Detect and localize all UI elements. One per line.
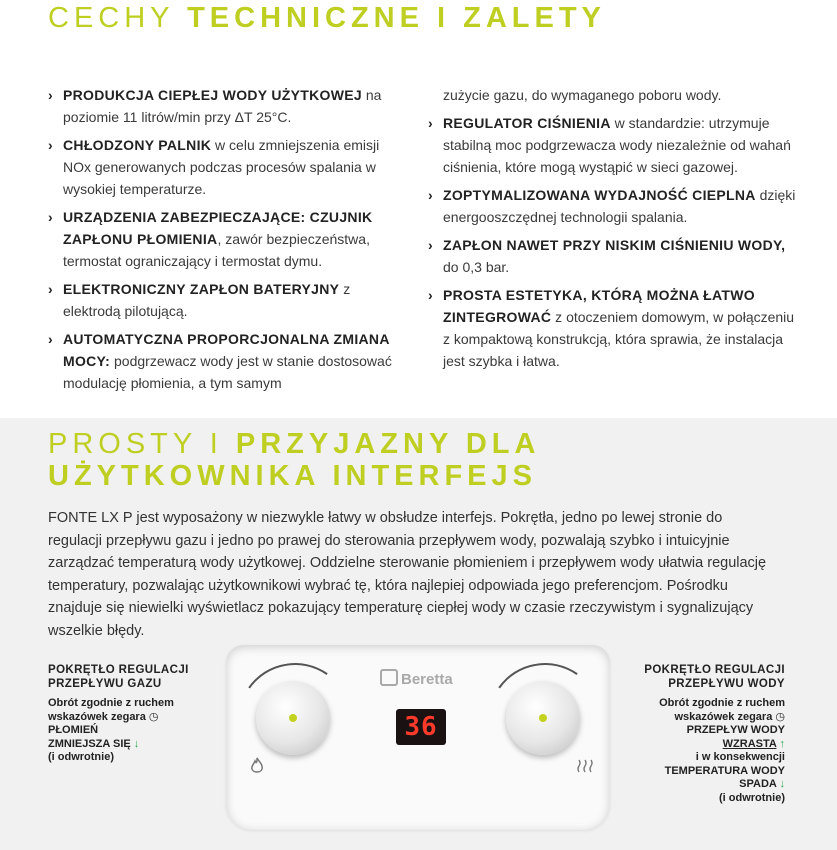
interface-paragraph: FONTE LX P jest wyposażony w niezwykle łatwy w obsłudze interfejs. Pokrętła, jedno po lewej stronie do regulacji przepływu gazu i jedno po prawej do sterowania przepływem wody, pozwalają szybko i intuicyjnie zarządzać temperaturą wody użytkowej. Oddzielne sterowanie płomieniem i przepływem wody ułatwia regulację temperatury, pozwalając użytkownikowi wybrać tę, która najlepiej odpowiada jego preferencjom. Pośrodku znajduje się niewielki wyświetlacz pokazujący temperaturę ciepłej wody w czasie rzeczywistym i sygnalizujący wszelkie błędy. bbox=[48, 510, 767, 639]
gas-knob-label bbox=[48, 663, 223, 765]
features-right-column bbox=[428, 84, 798, 378]
feature-continuation: zużycie gazu, do wymaganego poboru wody. bbox=[443, 87, 722, 103]
gas-knob-description: Obrót zgodnie z ruchem wskazówek zegara ◷ PŁOMIEŃ ZMNIEJSZA SIĘ ↓ (i odwrotnie) bbox=[48, 697, 174, 763]
chevron-right-icon: › bbox=[428, 287, 433, 303]
arrow-up-icon: ↑ bbox=[779, 737, 785, 750]
feature-item: › ZOPTYMALIZOWANA WYDAJNOŚĆ CIEPLNA dzięki energooszczędnej technologii spalania. bbox=[428, 184, 798, 228]
water-flow-knob[interactable] bbox=[506, 681, 580, 755]
chevron-right-icon: › bbox=[428, 115, 433, 131]
features-title bbox=[48, 2, 606, 35]
clock-icon: ◷ bbox=[775, 710, 785, 723]
chevron-right-icon: › bbox=[428, 237, 433, 253]
feature-item: › ELEKTRONICZNY ZAPŁON BATERYJNY z elektrodą pilotującą. bbox=[48, 278, 408, 322]
features-left-column bbox=[48, 84, 408, 400]
chevron-right-icon: › bbox=[48, 281, 53, 297]
interface-title bbox=[48, 428, 540, 492]
temperature-display: 36 bbox=[396, 709, 446, 745]
interface-title-bold-2: UŻYTKOWNIKA INTERFEJS bbox=[48, 460, 537, 492]
arrow-down-icon: ↓ bbox=[133, 737, 140, 750]
chevron-right-icon: › bbox=[428, 187, 433, 203]
knob-indicator bbox=[539, 714, 547, 722]
feature-item: › ZAPŁON NAWET PRZY NISKIM CIŚNIENIU WODY, do 0,3 bar. bbox=[428, 234, 798, 278]
knob-indicator bbox=[289, 714, 297, 722]
feature-item: › PRODUKCJA CIEPŁEJ WODY UŻYTKOWEJ na poziomie 11 litrów/min przy ΔT 25°C. bbox=[48, 84, 408, 128]
water-knob-title: POKRĘTŁO REGULACJI PRZEPŁYWU WODY bbox=[644, 664, 785, 690]
feature-item: › REGULATOR CIŚNIENIA w standardzie: utrzymuje stabilną moc podgrzewacza wody niezależnie od wahań ciśnienia, które mogą wystąpić w sieci gazowej. bbox=[428, 112, 798, 178]
heat-waves-icon bbox=[576, 758, 594, 777]
chevron-right-icon: › bbox=[48, 331, 53, 347]
features-title-bold: TECHNICZNE I ZALETY bbox=[187, 2, 606, 34]
gas-knob-title: POKRĘTŁO REGULACJI PRZEPŁYWU GAZU bbox=[48, 664, 189, 690]
chevron-right-icon: › bbox=[48, 137, 53, 153]
interface-title-bold-1: PRZYJAZNY DLA bbox=[235, 428, 541, 460]
flame-icon bbox=[250, 757, 264, 778]
chevron-right-icon: › bbox=[48, 87, 53, 103]
chevron-right-icon: › bbox=[48, 209, 53, 225]
feature-item: › URZĄDZENIA ZABEZPIECZAJĄCE: CZUJNIK ZAPŁONU PŁOMIENIA, zawór bezpieczeństwa, termostat ograniczający i termostat dymu. bbox=[48, 206, 408, 272]
interface-title-light: PROSTY I bbox=[48, 428, 236, 460]
control-panel bbox=[226, 645, 610, 830]
arrow-down-icon: ↓ bbox=[779, 778, 785, 790]
feature-item: › PROSTA ESTETYKA, KTÓRĄ MOŻNA ŁATWO ZINTEGROWAĆ z otoczeniem domowym, w połączeniu z kompaktową konstrukcją, która sprawia, że instalacja jest szybka i łatwa. bbox=[428, 284, 798, 372]
features-title-light: CECHY bbox=[48, 2, 188, 34]
brand-logo: Beretta bbox=[380, 669, 453, 688]
clock-icon: ◷ bbox=[148, 710, 159, 723]
gas-flow-knob[interactable] bbox=[256, 681, 330, 755]
feature-item: › CHŁODZONY PALNIK w celu zmniejszenia emisji NOx generowanych podczas procesów spalania w wysokiej temperaturze. bbox=[48, 134, 408, 200]
beretta-logo-icon bbox=[380, 669, 398, 686]
water-knob-description: Obrót zgodnie z ruchem wskazówek zegara ◷ PRZEPŁYW WODY WZRASTA ↑ i w konsekwencji TEMPERATURA WODY SPADA ↓ (i odwrotnie) bbox=[659, 697, 785, 804]
water-knob-label bbox=[610, 663, 785, 805]
feature-item: › AUTOMATYCZNA PROPORCJONALNA ZMIANA MOCY: podgrzewacz wody jest w stanie dostosować modulację płomienia, a tym samym bbox=[48, 328, 408, 394]
